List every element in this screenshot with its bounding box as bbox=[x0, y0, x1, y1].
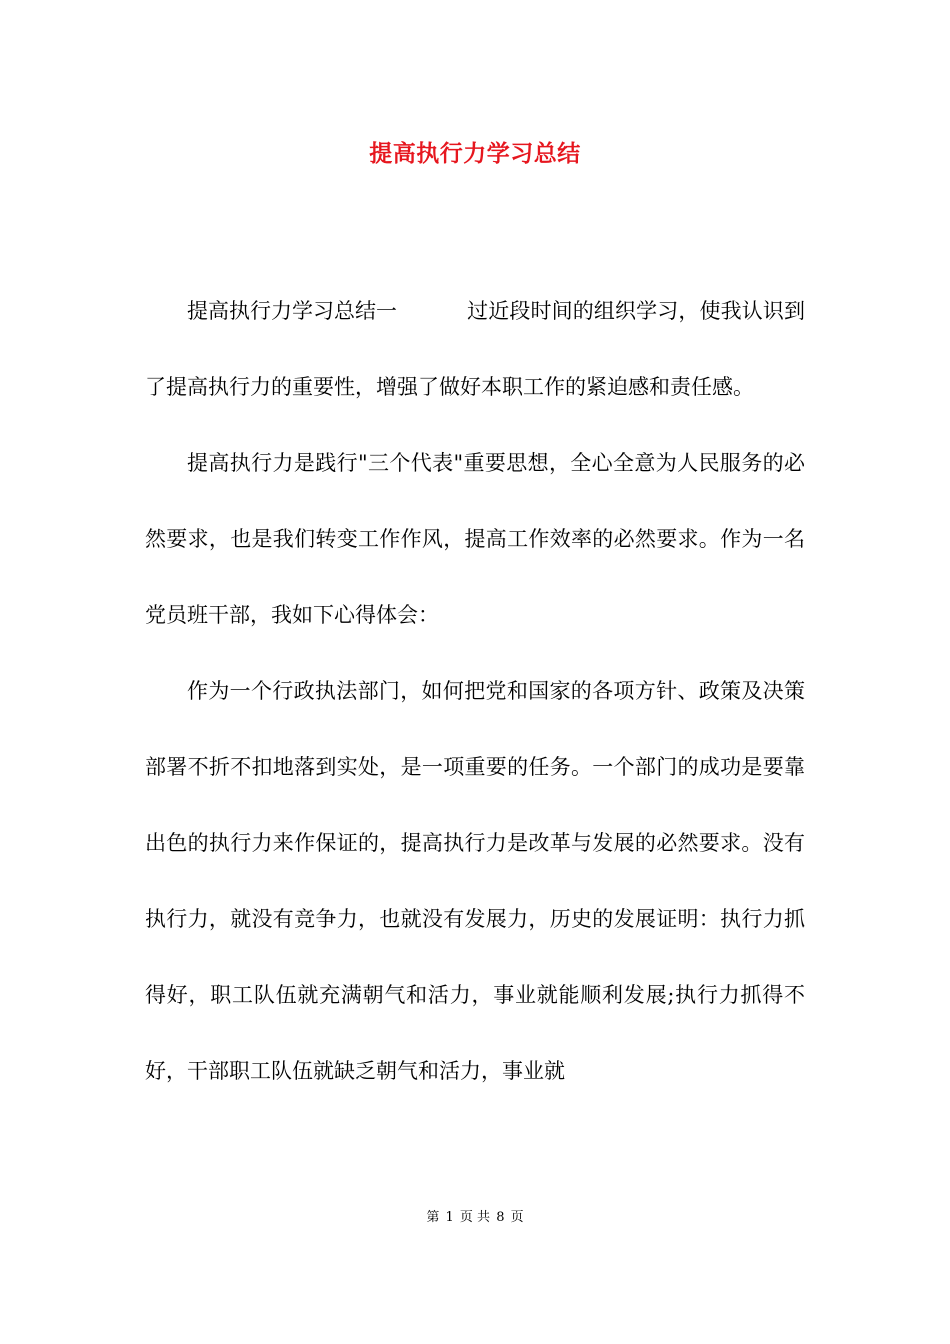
paragraph-2: 提高执行力是践行"三个代表"重要思想，全心全意为人民服务的必然要求，也是我们转变工作作风，提高工作效率的必然要求。作为一名党员班干部，我如下心得体会： bbox=[145, 451, 805, 627]
paragraph-3: 作为一个行政执法部门，如何把党和国家的各项方针、政策及决策部署不折不扣地落到实处，是一项重要的任务。一个部门的成功是要靠出色的执行力来作保证的，提高执行力是改革与发展的必然要求。没有执行力，就没有竞争力，也就没有发展力，历史的发展证明：执行力抓得好，职工队伍就充满朝气和活力，事业就能顺利发展;执行力抓得不好，干部职工队伍就缺乏朝气和活力，事业就 bbox=[145, 679, 805, 1083]
document-body bbox=[145, 273, 805, 1109]
page-number-current: 1 bbox=[445, 1210, 454, 1225]
document-title: 提高执行力学习总结 bbox=[369, 140, 581, 167]
page-number-suffix: 页 bbox=[510, 1210, 524, 1225]
paragraph-1-text: 过近段时间的组织学习，使我认识到了提高执行力的重要性，增强了做好本职工作的紧迫感和责任感。 bbox=[145, 299, 805, 399]
paragraph-1 bbox=[145, 273, 805, 425]
page-number-middle: 页 共 bbox=[459, 1210, 491, 1225]
page-footer bbox=[0, 1208, 950, 1228]
paragraph-1-lead: 提高执行力学习总结一 bbox=[187, 299, 397, 323]
page-number-total: 8 bbox=[496, 1210, 505, 1225]
page-number-prefix: 第 bbox=[426, 1210, 440, 1225]
